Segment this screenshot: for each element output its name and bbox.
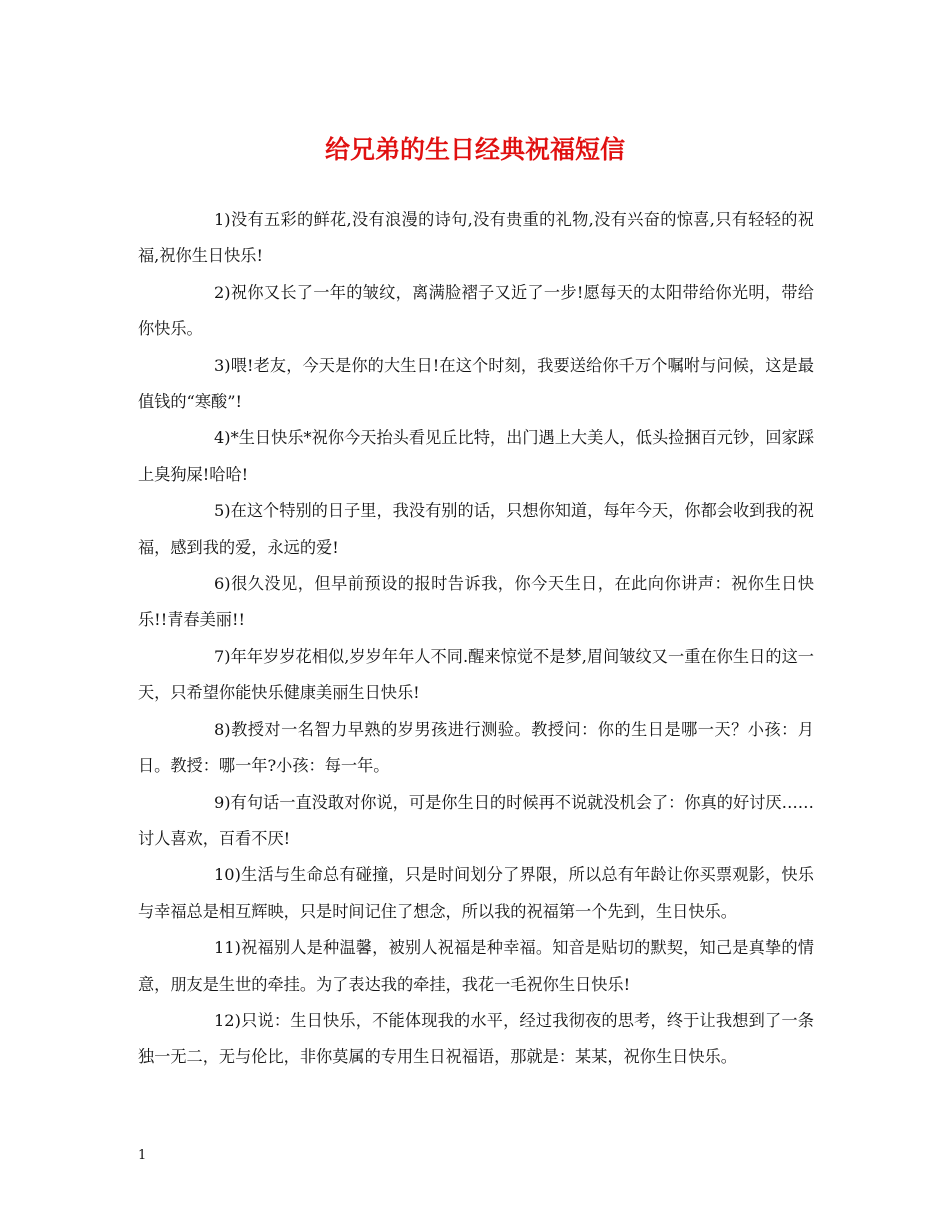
paragraph-5: 5)在这个特别的日子里，我没有别的话，只想你知道，每年今天，你都会收到我的祝福，感到我的爱，永远的爱! [138,501,814,557]
paragraph-12: 12)只说：生日快乐，不能体现我的水平，经过我彻夜的思考，终于让我想到了一条独一无二，无与伦比，非你莫属的专用生日祝福语，那就是：某某，祝你生日快乐。 [138,1010,814,1067]
document-body [138,202,814,1076]
paragraph-6: 6)很久没见，但早前预设的报时告诉我，你今天生日，在此向你讲声：祝你生日快乐!!青春美丽!! [138,574,814,630]
paragraph-3: 3)喂!老友，今天是你的大生日!在这个时刻，我要送给你千万个嘱咐与问候，这是最值钱的“寒酸”! [138,355,814,412]
paragraph-4: 4)*生日快乐*祝你今天抬头看见丘比特，出门遇上大美人，低头捡捆百元钞，回家踩上臭狗屎!哈哈! [138,428,814,484]
paragraph-11: 11)祝福别人是种温馨，被别人祝福是种幸福。知音是贴切的默契，知己是真挚的情意，朋友是生世的牵挂。为了表达我的牵挂，我花一毛祝你生日快乐! [138,938,814,994]
page-number: 1 [138,1148,147,1163]
paragraph-7: 7)年年岁岁花相似,岁岁年年人不同.醒来惊觉不是梦,眉间皱纹又一重在你生日的这一天，只希望你能快乐健康美丽生日快乐! [138,646,814,703]
paragraph-9: 9)有句话一直没敢对你说，可是你生日的时候再不说就没机会了：你真的好讨厌……讨人喜欢，百看不厌! [138,792,814,848]
paragraph-1: 1)没有五彩的鲜花,没有浪漫的诗句,没有贵重的礼物,没有兴奋的惊喜,只有轻轻的祝福,祝你生日快乐! [138,210,814,266]
document-title: 给兄弟的生日经典祝福短信 [324,135,625,164]
paragraph-2: 2)祝你又长了一年的皱纹，离满脸褶子又近了一步!愿每天的太阳带给你光明，带给你快乐。 [138,282,814,339]
paragraph-10: 10)生活与生命总有碰撞，只是时间划分了界限，所以总有年龄让你买票观影，快乐与幸福总是相互辉映，只是时间记住了想念，所以我的祝福第一个先到，生日快乐。 [138,865,814,921]
paragraph-8: 8)教授对一名智力早熟的岁男孩进行测验。教授问：你的生日是哪一天？小孩：月日。教授：哪一年?小孩：每一年。 [138,719,814,776]
